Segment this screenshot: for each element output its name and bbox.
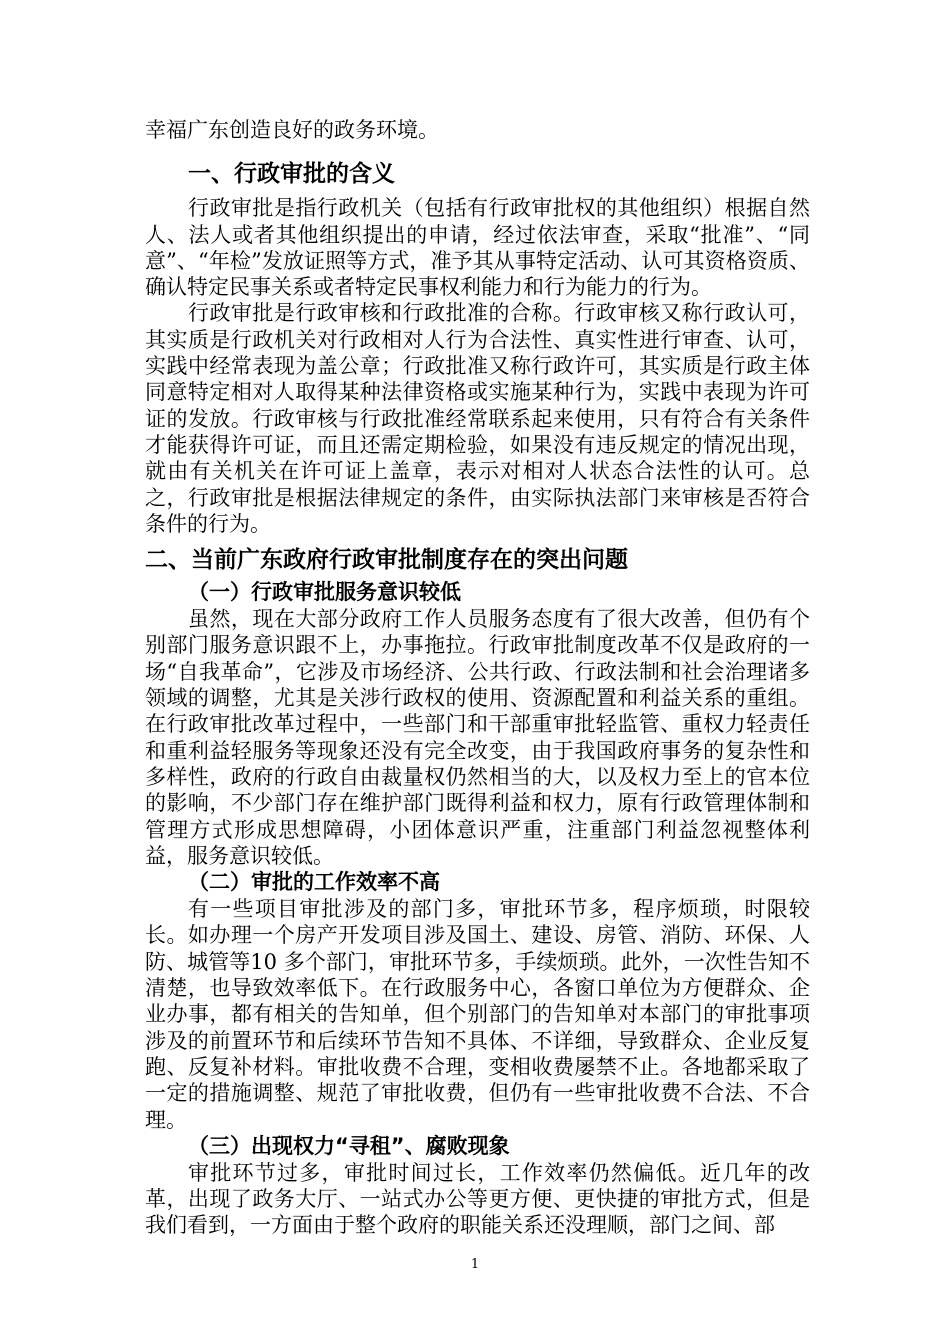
subsection-2-paragraph: 有一些项目审批涉及的部门多，审批环节多，程序烦琐，时限较长。如办理一个房产开发项目涉及国土、建设、房管、消防、环保、人防、城管等10 多个部门，审批环节多，手续烦琐。此外，一次性告知不清楚，也导致效率低下。在行政服务中心，各窗口单位为方便群众、企业办事，都有相关的告知单，但个别部门的告知单对本部门的审批事项涉及的前置环节和后续环节告知不具体、不详细，导致群众、企业反复跑、反复补材料。审批收费不合理，变相收费屡禁不止。各地都采取了一定的措施调整、规范了审批收费，但仍有一些审批收费不合法、不合理。: [145, 897, 810, 1132]
document-body: [145, 117, 810, 1239]
subsection-2-heading: （二）审批的工作效率不高: [188, 870, 440, 895]
subsection-1-paragraph: 虽然，现在大部分政府工作人员服务态度有了很大改善，但仍有个别部门服务意识跟不上，办事拖拉。行政审批制度改革不仅是政府的一场“自我革命”，它涉及市场经济、公共行政、行政法制和社会治理诸多领域的调整，尤其是关涉行政权的使用、资源配置和利益关系的重组。在行政审批改革过程中，一些部门和干部重审批轻监管、重权力轻责任和重利益轻服务等现象还没有完全改变，由于我国政府事务的复杂性和多样性，政府的行政自由裁量权仍然相当的大，以及权力至上的官本位的影响，不少部门存在维护部门既得利益和权力，原有行政管理体制和管理方式形成思想障碍，小团体意识严重，注重部门利益忽视整体利益，服务意识较低。: [145, 607, 810, 868]
section-1-paragraph-2: 行政审批是行政审核和行政批准的合称。行政审核又称行政认可，其实质是行政机关对行政相对人行为合法性、真实性进行审查、认可，实践中经常表现为盖公章；行政批准又称行政许可，其实质是行政主体同意特定相对人取得某种法律资格或实施某种行为，实践中表现为许可证的发放。行政审核与行政批准经常联系起来使用，只有符合有关条件才能获得许可证，而且还需定期检验，如果没有违反规定的情况出现，就由有关机关在许可证上盖章，表示对相对人状态合法性的认可。总之，行政审批是根据法律规定的条件，由实际执法部门来审核是否符合条件的行为。: [145, 301, 810, 536]
section-1-heading: 一、行政审批的含义: [188, 161, 395, 188]
intro-line: 幸福广东创造良好的政务环境。: [145, 118, 439, 142]
subsection-1-heading: （一）行政审批服务意识较低: [188, 580, 461, 605]
section-1-paragraph-1: 行政审批是指行政机关（包括有行政审批权的其他组织）根据自然人、法人或者其他组织提出的申请，经过依法审查，采取“批准”、“同意”、“年检”发放证照等方式，准予其从事特定活动、认可其资格资质、确认特定民事关系或者特定民事权利能力和行为能力的行为。: [145, 196, 810, 300]
subsection-3-paragraph: 审批环节过多，审批时间过长，工作效率仍然偏低。近几年的改革，出现了政务大厅、一站式办公等更方便、更快捷的审批方式，但是我们看到，一方面由于整个政府的职能关系还没理顺，部门之间、部: [145, 1160, 810, 1238]
section-2-heading: 二、当前广东政府行政审批制度存在的突出问题: [145, 547, 628, 574]
subsection-3-heading: （三）出现权力“寻租”、腐败现象: [188, 1133, 510, 1158]
page-number: 1: [470, 1257, 480, 1272]
